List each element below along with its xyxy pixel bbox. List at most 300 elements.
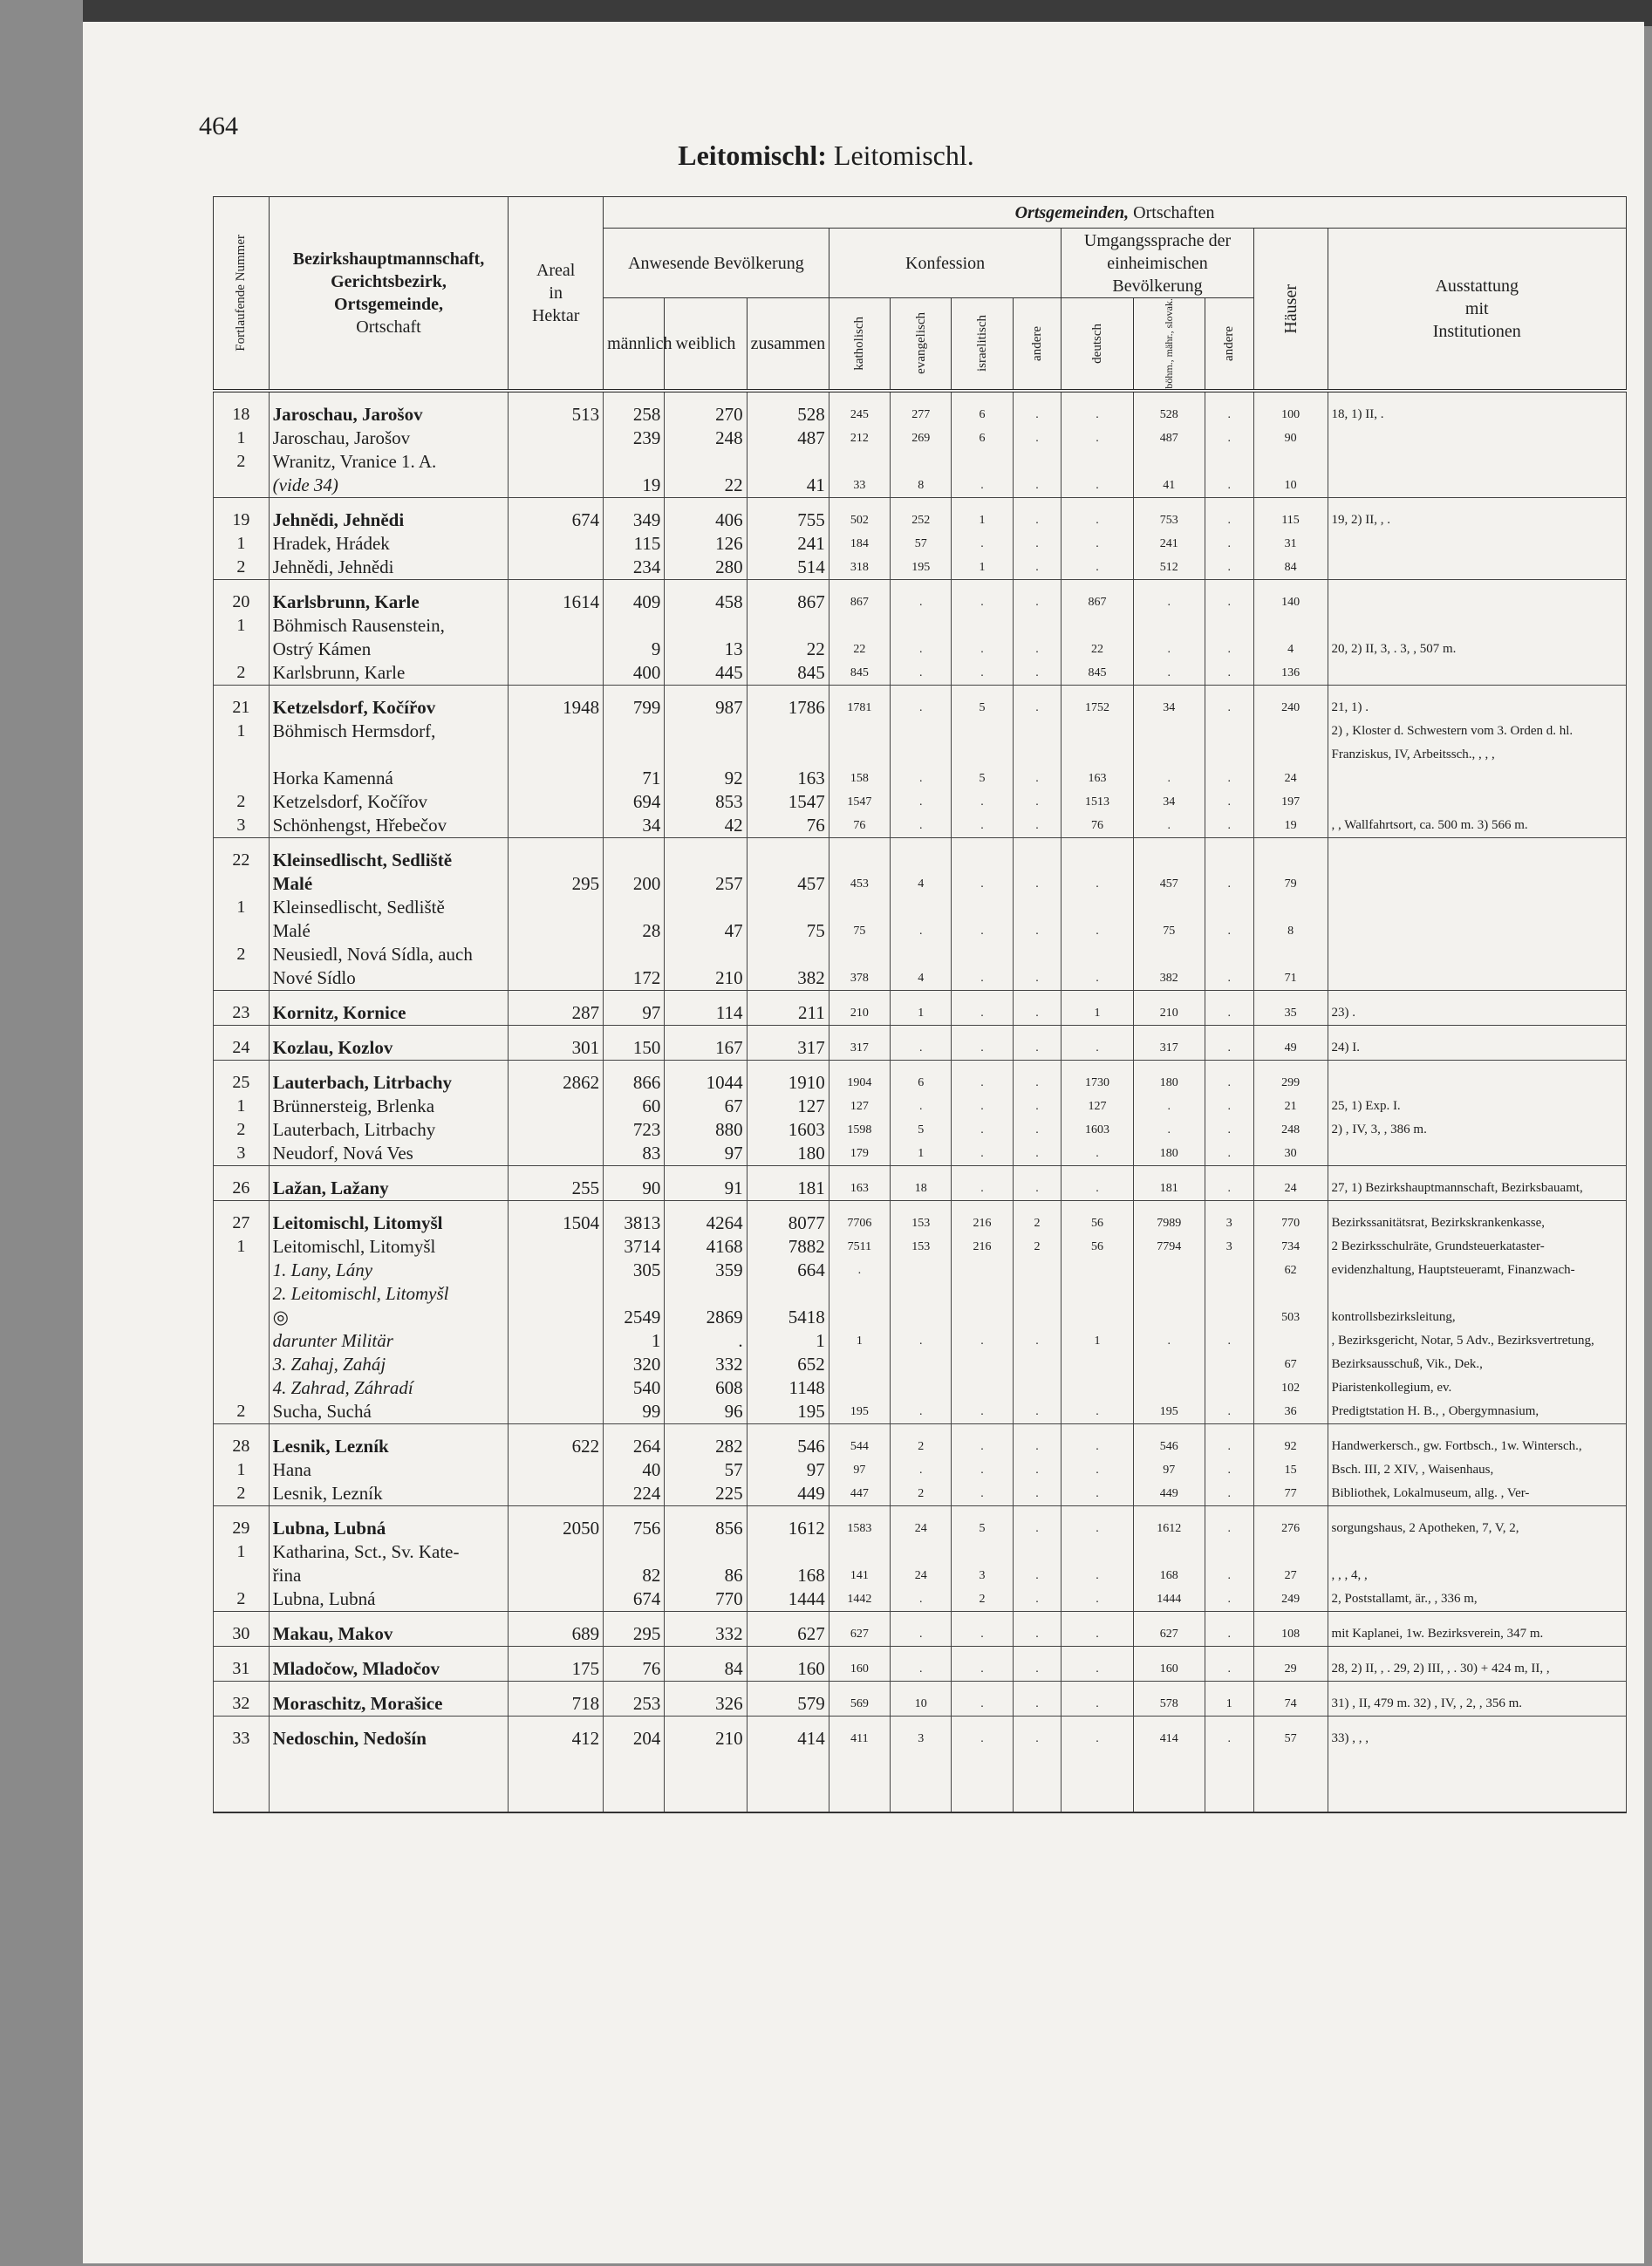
row-andere-sprache: .	[1205, 814, 1253, 838]
table-body	[214, 391, 1627, 1812]
row-deutsch: .	[1062, 1025, 1133, 1060]
row-number	[214, 919, 270, 943]
row-israelitisch: .	[952, 661, 1013, 686]
row-institutionen	[1328, 1540, 1626, 1564]
table-row	[214, 790, 1627, 814]
row-evangelisch	[891, 450, 952, 474]
row-name: Horka Kamenná	[269, 767, 509, 790]
row-boehmisch: 627	[1133, 1611, 1205, 1646]
row-andere-konfession: .	[1013, 1423, 1062, 1458]
row-deutsch: .	[1062, 1681, 1133, 1716]
row-andere-konfession: .	[1013, 1329, 1062, 1353]
row-evangelisch: 4	[891, 966, 952, 991]
table-row	[214, 474, 1627, 498]
row-name: Nové Sídlo	[269, 966, 509, 991]
row-number: 1	[214, 1095, 270, 1118]
row-evangelisch: 8	[891, 474, 952, 498]
row-institutionen	[1328, 966, 1626, 991]
row-boehmisch	[1133, 614, 1205, 638]
row-katholisch: 195	[829, 1400, 890, 1424]
row-number: 2	[214, 1587, 270, 1612]
row-haeuser	[1253, 1329, 1328, 1353]
table-row	[214, 1564, 1627, 1587]
row-institutionen: 2, Poststallamt, är., , 336 m,	[1328, 1587, 1626, 1612]
row-katholisch: 7706	[829, 1200, 890, 1235]
row-andere-konfession: .	[1013, 1505, 1062, 1540]
row-boehmisch: 546	[1133, 1423, 1205, 1458]
row-number: 1	[214, 1540, 270, 1564]
row-institutionen	[1328, 1142, 1626, 1166]
row-andere-konfession: .	[1013, 1482, 1062, 1506]
row-haeuser	[1253, 720, 1328, 767]
row-maennlich: 234	[604, 556, 665, 580]
row-zusammen: 241	[747, 532, 829, 556]
row-areal: 287	[509, 990, 604, 1025]
row-deutsch: .	[1062, 1505, 1133, 1540]
row-zusammen: 487	[747, 427, 829, 450]
row-zusammen	[747, 896, 829, 919]
row-katholisch: 210	[829, 990, 890, 1025]
row-katholisch: 127	[829, 1095, 890, 1118]
row-katholisch: 76	[829, 814, 890, 838]
row-andere-sprache: .	[1205, 532, 1253, 556]
row-haeuser: 21	[1253, 1095, 1328, 1118]
row-deutsch: 22	[1062, 638, 1133, 661]
row-andere-sprache: .	[1205, 474, 1253, 498]
row-name: (vide 34)	[269, 474, 509, 498]
row-haeuser: 67	[1253, 1353, 1328, 1376]
row-israelitisch: .	[952, 1118, 1013, 1142]
table-row	[214, 943, 1627, 966]
row-areal	[509, 943, 604, 966]
row-boehmisch: 34	[1133, 790, 1205, 814]
table-row	[214, 661, 1627, 686]
row-andere-konfession: .	[1013, 919, 1062, 943]
row-areal	[509, 814, 604, 838]
row-zusammen: 211	[747, 990, 829, 1025]
row-name: 4. Zahrad, Záhradí	[269, 1376, 509, 1400]
row-katholisch: 544	[829, 1423, 890, 1458]
row-deutsch	[1062, 1282, 1133, 1306]
row-haeuser: 19	[1253, 814, 1328, 838]
row-institutionen	[1328, 427, 1626, 450]
row-weiblich: 96	[665, 1400, 747, 1424]
row-evangelisch: .	[891, 1458, 952, 1482]
row-areal	[509, 1329, 604, 1353]
row-maennlich: 40	[604, 1458, 665, 1482]
row-areal: 255	[509, 1165, 604, 1200]
row-areal: 2050	[509, 1505, 604, 1540]
row-andere-sprache: .	[1205, 497, 1253, 532]
row-areal	[509, 1306, 604, 1329]
row-zusammen: 1	[747, 1329, 829, 1353]
row-maennlich: 172	[604, 966, 665, 991]
row-deutsch: 163	[1062, 767, 1133, 790]
header-andere-sprache: andere	[1205, 298, 1253, 391]
row-zusammen: 1612	[747, 1505, 829, 1540]
row-katholisch: 1	[829, 1329, 890, 1353]
row-maennlich: 224	[604, 1482, 665, 1506]
row-zusammen: 75	[747, 919, 829, 943]
row-israelitisch	[952, 896, 1013, 919]
row-weiblich: 608	[665, 1376, 747, 1400]
row-areal	[509, 1142, 604, 1166]
row-areal: 689	[509, 1611, 604, 1646]
row-zusammen: 1547	[747, 790, 829, 814]
row-areal	[509, 966, 604, 991]
row-name: 3. Zahaj, Zaháj	[269, 1353, 509, 1376]
row-name: Leitomischl, Litomyšl	[269, 1235, 509, 1259]
row-number	[214, 1259, 270, 1282]
row-maennlich: 150	[604, 1025, 665, 1060]
row-evangelisch: .	[891, 790, 952, 814]
row-andere-sprache	[1205, 450, 1253, 474]
row-haeuser	[1253, 896, 1328, 919]
table-row	[214, 814, 1627, 838]
row-areal	[509, 1458, 604, 1482]
row-name: Jehnědi, Jehnědi	[269, 497, 509, 532]
row-evangelisch: 1	[891, 1142, 952, 1166]
table-row	[214, 1095, 1627, 1118]
row-haeuser: 71	[1253, 966, 1328, 991]
row-number: 2	[214, 556, 270, 580]
row-haeuser	[1253, 943, 1328, 966]
row-andere-konfession: .	[1013, 966, 1062, 991]
row-deutsch: .	[1062, 1458, 1133, 1482]
row-evangelisch: .	[891, 1025, 952, 1060]
table-row	[214, 1200, 1627, 1235]
row-israelitisch: .	[952, 638, 1013, 661]
row-number	[214, 767, 270, 790]
row-number: 20	[214, 579, 270, 614]
row-maennlich: 756	[604, 1505, 665, 1540]
row-zusammen: 97	[747, 1458, 829, 1482]
row-andere-konfession: 2	[1013, 1235, 1062, 1259]
row-institutionen: kontrollsbezirksleitung,	[1328, 1306, 1626, 1329]
row-deutsch	[1062, 1376, 1133, 1400]
row-deutsch: 845	[1062, 661, 1133, 686]
table-row	[214, 391, 1627, 427]
table-row	[214, 685, 1627, 720]
row-israelitisch	[952, 1540, 1013, 1564]
row-andere-konfession: .	[1013, 790, 1062, 814]
row-maennlich: 723	[604, 1118, 665, 1142]
row-katholisch: 97	[829, 1458, 890, 1482]
row-number: 33	[214, 1716, 270, 1812]
row-weiblich: 67	[665, 1095, 747, 1118]
row-zusammen	[747, 837, 829, 872]
row-boehmisch: 180	[1133, 1142, 1205, 1166]
row-deutsch: .	[1062, 1165, 1133, 1200]
row-boehmisch	[1133, 1306, 1205, 1329]
row-name: Karlsbrunn, Karle	[269, 579, 509, 614]
row-katholisch: 317	[829, 1025, 890, 1060]
row-haeuser: 31	[1253, 532, 1328, 556]
row-name: Ostrý Kámen	[269, 638, 509, 661]
row-katholisch: 212	[829, 427, 890, 450]
row-areal	[509, 556, 604, 580]
row-areal	[509, 790, 604, 814]
row-institutionen: 31) , II, 479 m. 32) , IV, , 2, , 356 m.	[1328, 1681, 1626, 1716]
row-weiblich: 4168	[665, 1235, 747, 1259]
row-zusammen: 163	[747, 767, 829, 790]
row-areal	[509, 919, 604, 943]
row-evangelisch: .	[891, 1095, 952, 1118]
table-row	[214, 1587, 1627, 1612]
header-israelitisch: israelitisch	[952, 298, 1013, 391]
row-andere-sprache: .	[1205, 990, 1253, 1025]
row-name: řina	[269, 1564, 509, 1587]
row-boehmisch	[1133, 896, 1205, 919]
row-name: Jehnědi, Jehnědi	[269, 556, 509, 580]
row-areal	[509, 1118, 604, 1142]
row-israelitisch: .	[952, 1095, 1013, 1118]
row-israelitisch	[952, 943, 1013, 966]
row-zusammen: 8077	[747, 1200, 829, 1235]
row-haeuser: 24	[1253, 767, 1328, 790]
row-weiblich: 4264	[665, 1200, 747, 1235]
row-maennlich: 320	[604, 1353, 665, 1376]
row-maennlich: 3813	[604, 1200, 665, 1235]
row-boehmisch	[1133, 720, 1205, 767]
row-katholisch	[829, 720, 890, 767]
row-zusammen: 76	[747, 814, 829, 838]
row-name: Moraschitz, Morašice	[269, 1681, 509, 1716]
row-zusammen: 1603	[747, 1118, 829, 1142]
header-andere-konfession: andere	[1013, 298, 1062, 391]
row-institutionen: 24) I.	[1328, 1025, 1626, 1060]
row-katholisch	[829, 614, 890, 638]
row-andere-sprache	[1205, 720, 1253, 767]
row-haeuser: 115	[1253, 497, 1328, 532]
row-andere-konfession: .	[1013, 1400, 1062, 1424]
row-israelitisch	[952, 1259, 1013, 1282]
row-deutsch	[1062, 896, 1133, 919]
table-row	[214, 1329, 1627, 1353]
row-israelitisch: 2	[952, 1587, 1013, 1612]
row-areal: 718	[509, 1681, 604, 1716]
row-zusammen: 414	[747, 1716, 829, 1812]
row-israelitisch: .	[952, 1611, 1013, 1646]
row-institutionen	[1328, 661, 1626, 686]
row-evangelisch: 57	[891, 532, 952, 556]
row-evangelisch	[891, 614, 952, 638]
row-israelitisch	[952, 1353, 1013, 1376]
row-evangelisch	[891, 837, 952, 872]
row-weiblich: 406	[665, 497, 747, 532]
row-weiblich: 22	[665, 474, 747, 498]
row-israelitisch: .	[952, 474, 1013, 498]
row-zusammen: 664	[747, 1259, 829, 1282]
row-deutsch	[1062, 837, 1133, 872]
row-deutsch: .	[1062, 556, 1133, 580]
row-zusammen	[747, 1540, 829, 1564]
row-institutionen	[1328, 450, 1626, 474]
row-katholisch	[829, 450, 890, 474]
table-row	[214, 1060, 1627, 1095]
row-name: Karlsbrunn, Karle	[269, 661, 509, 686]
row-number: 2	[214, 1118, 270, 1142]
row-institutionen	[1328, 790, 1626, 814]
row-maennlich: 349	[604, 497, 665, 532]
row-evangelisch: .	[891, 661, 952, 686]
row-maennlich: 409	[604, 579, 665, 614]
row-number	[214, 638, 270, 661]
row-number: 27	[214, 1200, 270, 1235]
row-boehmisch	[1133, 450, 1205, 474]
row-andere-konfession: .	[1013, 1095, 1062, 1118]
row-haeuser: 15	[1253, 1458, 1328, 1482]
row-evangelisch	[891, 1540, 952, 1564]
row-evangelisch	[891, 1259, 952, 1282]
row-israelitisch: 6	[952, 391, 1013, 427]
row-israelitisch	[952, 720, 1013, 767]
row-maennlich: 1	[604, 1329, 665, 1353]
row-boehmisch: .	[1133, 1118, 1205, 1142]
row-name: Hana	[269, 1458, 509, 1482]
row-number	[214, 1306, 270, 1329]
row-maennlich: 97	[604, 990, 665, 1025]
row-institutionen: sorgungshaus, 2 Apotheken, 7, V, 2,	[1328, 1505, 1626, 1540]
row-haeuser	[1253, 1540, 1328, 1564]
row-andere-sprache: .	[1205, 1025, 1253, 1060]
row-name: Kleinsedlischt, Sedliště	[269, 896, 509, 919]
row-andere-sprache	[1205, 1282, 1253, 1306]
row-israelitisch: 3	[952, 1564, 1013, 1587]
row-name: Sucha, Suchá	[269, 1400, 509, 1424]
row-deutsch: 56	[1062, 1200, 1133, 1235]
row-deutsch: .	[1062, 872, 1133, 896]
row-haeuser: 79	[1253, 872, 1328, 896]
row-areal	[509, 837, 604, 872]
row-israelitisch: .	[952, 532, 1013, 556]
row-andere-konfession: .	[1013, 661, 1062, 686]
header-haeuser: Häuser	[1253, 229, 1328, 391]
row-andere-konfession: .	[1013, 474, 1062, 498]
row-areal: 2862	[509, 1060, 604, 1095]
row-katholisch: 160	[829, 1646, 890, 1681]
row-haeuser: 8	[1253, 919, 1328, 943]
row-institutionen: , , , 4, ,	[1328, 1564, 1626, 1587]
row-zusammen	[747, 720, 829, 767]
row-andere-konfession: .	[1013, 1611, 1062, 1646]
table-row	[214, 1458, 1627, 1482]
row-andere-konfession	[1013, 837, 1062, 872]
row-katholisch	[829, 1282, 890, 1306]
table-row	[214, 450, 1627, 474]
row-evangelisch	[891, 1376, 952, 1400]
row-areal	[509, 1587, 604, 1612]
row-zusammen: 627	[747, 1611, 829, 1646]
row-andere-sprache: .	[1205, 1329, 1253, 1353]
row-name: Makau, Makov	[269, 1611, 509, 1646]
row-evangelisch	[891, 1353, 952, 1376]
row-boehmisch	[1133, 1376, 1205, 1400]
row-andere-sprache: 3	[1205, 1200, 1253, 1235]
header-umgangssprache: Umgangssprache der einheimischen Bevölkerung	[1062, 229, 1253, 298]
row-areal	[509, 450, 604, 474]
row-deutsch: .	[1062, 1611, 1133, 1646]
row-israelitisch: 5	[952, 767, 1013, 790]
row-areal	[509, 1400, 604, 1424]
row-haeuser: 770	[1253, 1200, 1328, 1235]
row-haeuser: 240	[1253, 685, 1328, 720]
row-zusammen: 195	[747, 1400, 829, 1424]
row-number: 1	[214, 896, 270, 919]
row-israelitisch	[952, 1306, 1013, 1329]
row-institutionen: Predigtstation H. B., , Obergymnasium,	[1328, 1400, 1626, 1424]
row-number: 25	[214, 1060, 270, 1095]
header-name: Bezirkshauptmannschaft, Gerichtsbezirk, Ortsgemeinde, Ortschaft	[269, 197, 509, 391]
row-areal: 513	[509, 391, 604, 427]
row-israelitisch: .	[952, 1716, 1013, 1812]
row-weiblich: 42	[665, 814, 747, 838]
row-maennlich: 200	[604, 872, 665, 896]
row-boehmisch: 457	[1133, 872, 1205, 896]
table-row	[214, 767, 1627, 790]
row-haeuser: 102	[1253, 1376, 1328, 1400]
row-israelitisch: 5	[952, 685, 1013, 720]
row-deutsch: 1730	[1062, 1060, 1133, 1095]
row-maennlich: 674	[604, 1587, 665, 1612]
row-institutionen: 23) .	[1328, 990, 1626, 1025]
row-boehmisch: .	[1133, 661, 1205, 686]
row-number	[214, 1376, 270, 1400]
row-deutsch: .	[1062, 1587, 1133, 1612]
table-row	[214, 1235, 1627, 1259]
row-israelitisch: 1	[952, 556, 1013, 580]
row-haeuser: 10	[1253, 474, 1328, 498]
row-number: 1	[214, 532, 270, 556]
row-name: Böhmisch Hermsdorf,	[269, 720, 509, 767]
row-areal	[509, 1235, 604, 1259]
row-weiblich: 458	[665, 579, 747, 614]
row-weiblich: 210	[665, 966, 747, 991]
row-institutionen	[1328, 579, 1626, 614]
row-zusammen: 457	[747, 872, 829, 896]
row-institutionen	[1328, 1060, 1626, 1095]
row-boehmisch: 753	[1133, 497, 1205, 532]
row-institutionen	[1328, 556, 1626, 580]
row-maennlich	[604, 943, 665, 966]
row-evangelisch: .	[891, 919, 952, 943]
row-andere-sprache	[1205, 896, 1253, 919]
table-row	[214, 1118, 1627, 1142]
row-maennlich: 76	[604, 1646, 665, 1681]
row-institutionen	[1328, 837, 1626, 872]
row-haeuser: 49	[1253, 1025, 1328, 1060]
row-andere-konfession: .	[1013, 427, 1062, 450]
row-weiblich: 1044	[665, 1060, 747, 1095]
row-evangelisch: .	[891, 1646, 952, 1681]
row-zusammen: 514	[747, 556, 829, 580]
row-weiblich	[665, 720, 747, 767]
table-row	[214, 579, 1627, 614]
row-zusammen: 180	[747, 1142, 829, 1166]
row-weiblich: 57	[665, 1458, 747, 1482]
table-row	[214, 638, 1627, 661]
row-institutionen	[1328, 872, 1626, 896]
row-evangelisch: 3	[891, 1716, 952, 1812]
row-institutionen: 21, 1) .	[1328, 685, 1626, 720]
table-header	[214, 197, 1627, 391]
row-deutsch: .	[1062, 1423, 1133, 1458]
row-institutionen	[1328, 767, 1626, 790]
row-andere-sprache	[1205, 1306, 1253, 1329]
row-evangelisch	[891, 1282, 952, 1306]
row-number: 2	[214, 790, 270, 814]
row-haeuser: 197	[1253, 790, 1328, 814]
